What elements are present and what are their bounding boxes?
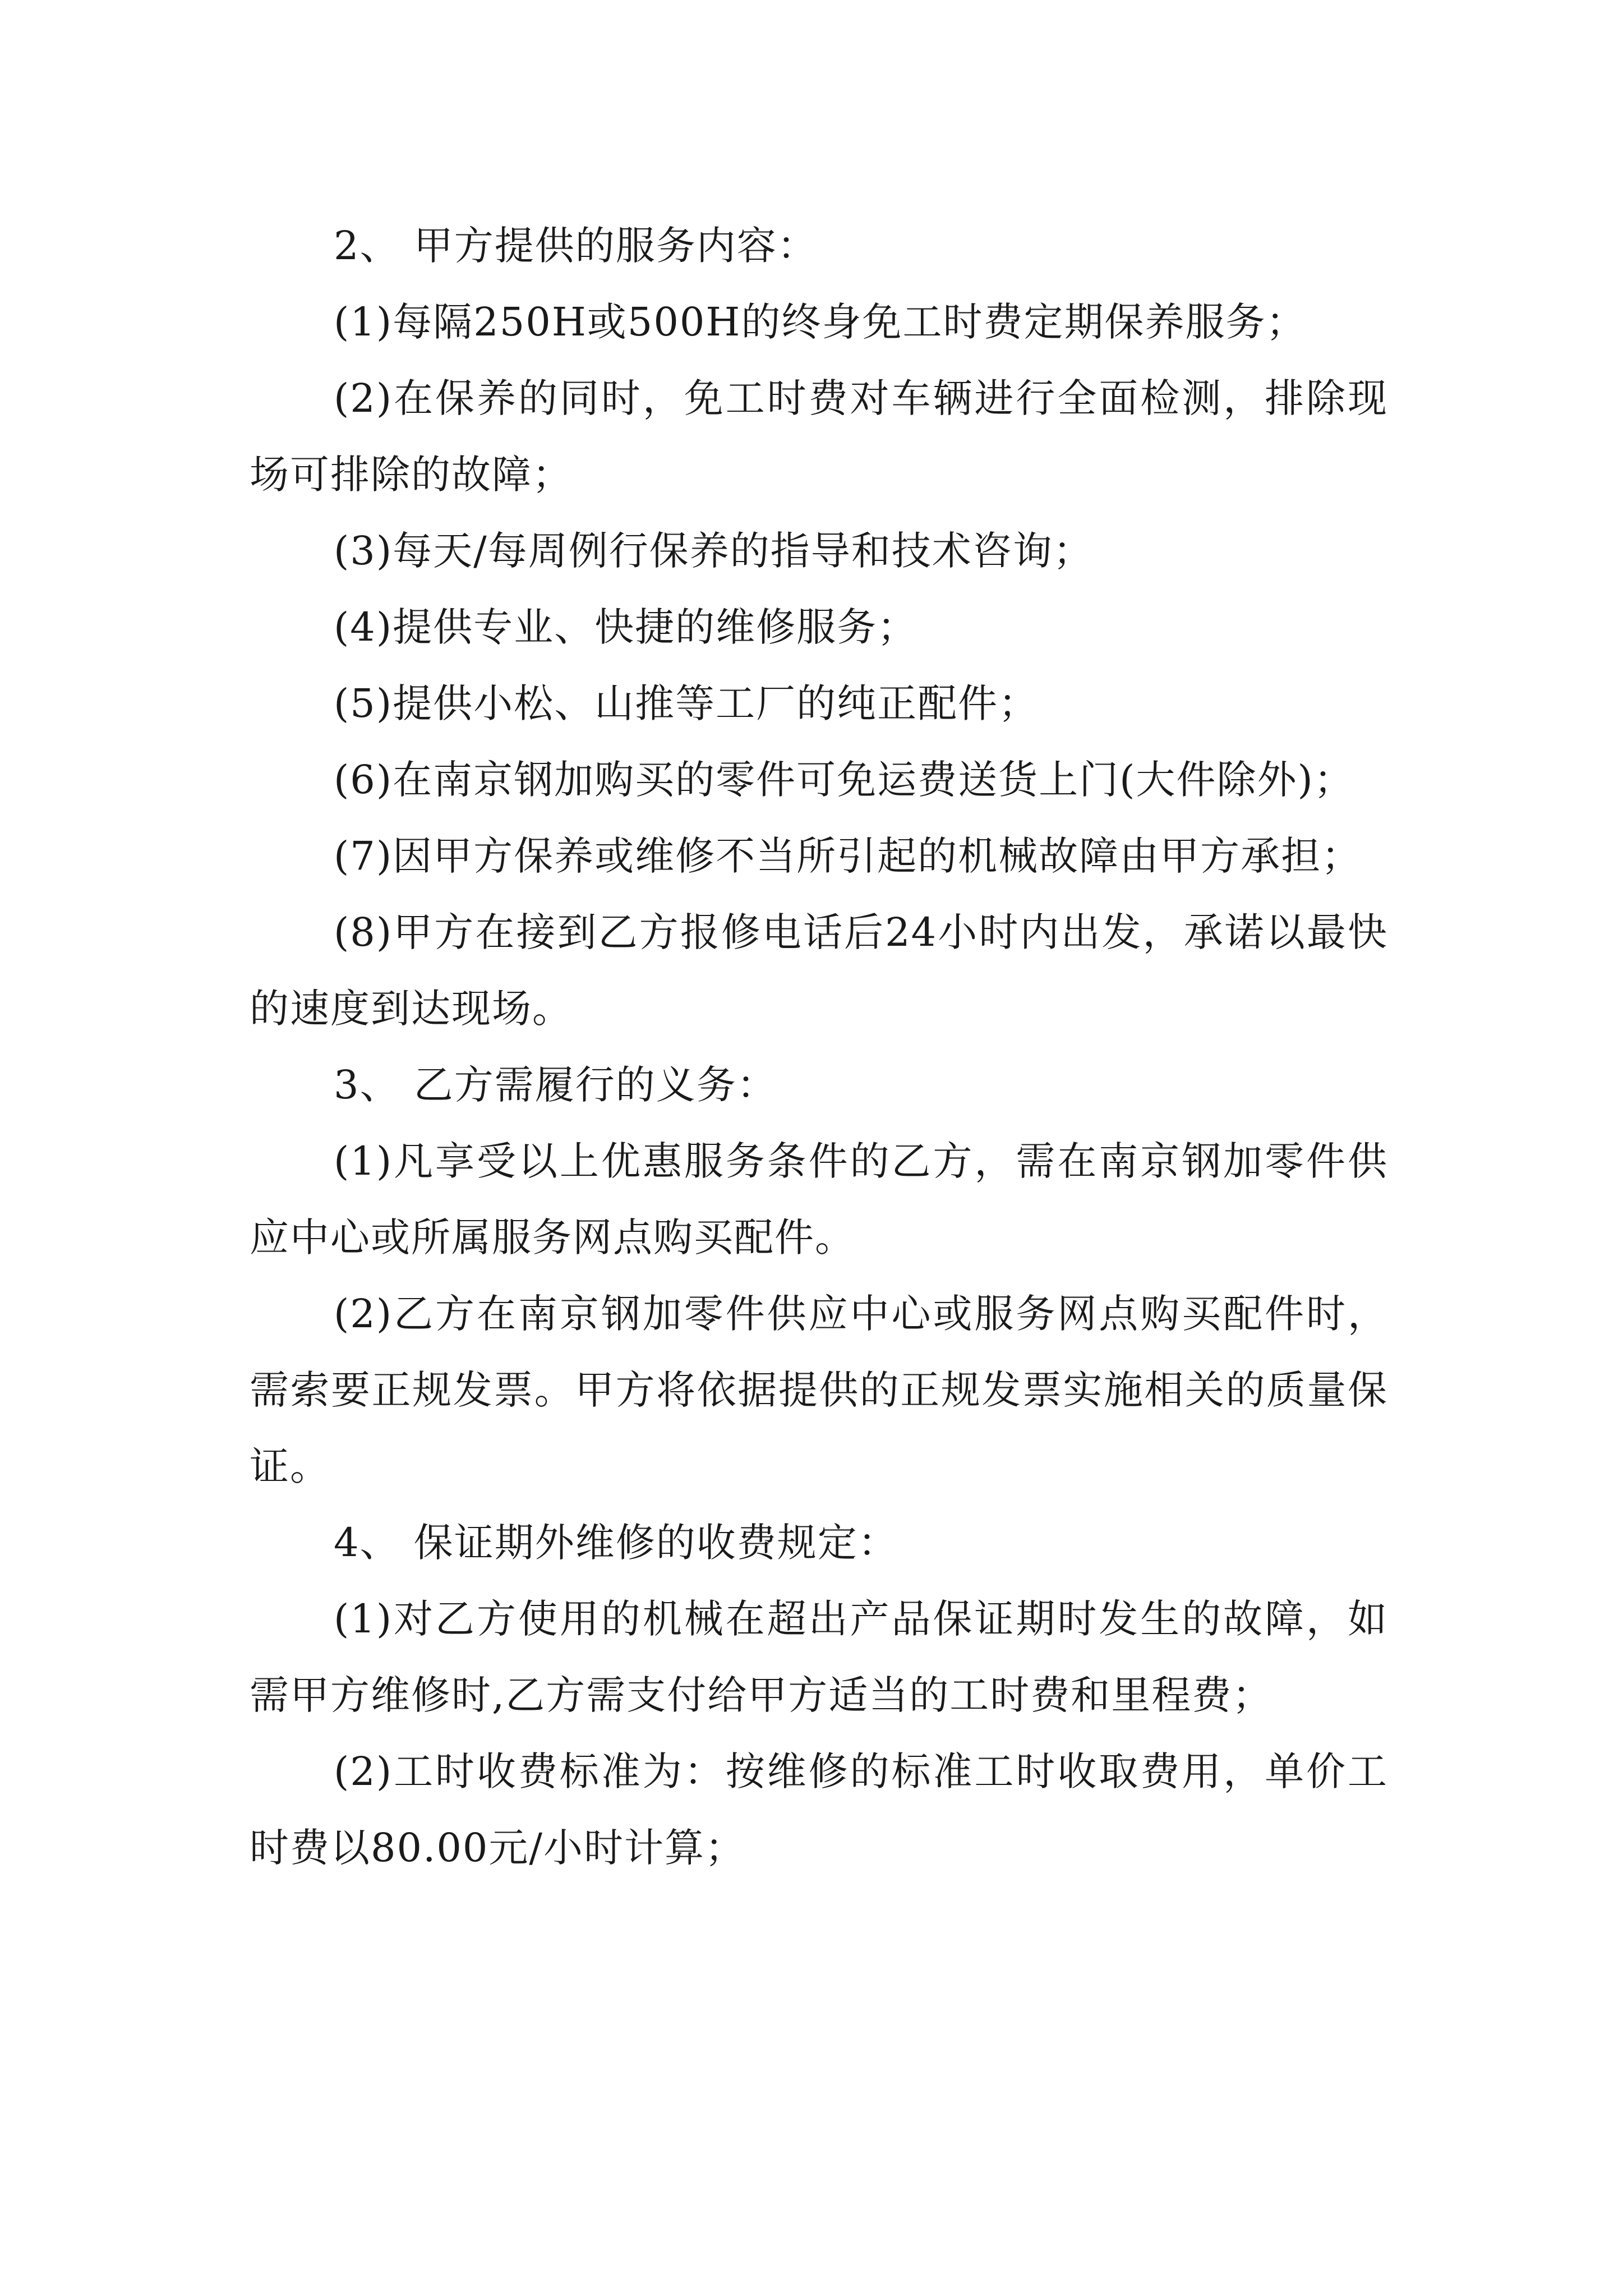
list-item: (2)工时收费标准为：按维修的标准工时收取费用，单价工时费以80.00元/小时计算；: [250, 1749, 1388, 1871]
document-body: [250, 208, 1388, 1886]
list-item: (3)每天/每周例行保养的指导和技术咨询；: [334, 528, 1094, 574]
list-item: (5)提供小松、山推等工厂的纯正配件；: [334, 680, 1039, 726]
list-item: (1)每隔250H或500H的终身免工时费定期保养服务；: [334, 299, 1307, 345]
section-heading-3: 3、 乙方需履行的义务：: [334, 1062, 777, 1108]
list-item: (6)在南京钢加购买的零件可免运费送货上门(大件除外)；: [334, 757, 1354, 803]
list-item: (7)因甲方保养或维修不当所引起的机械故障由甲方承担；: [334, 833, 1362, 879]
list-item: (1)对乙方使用的机械在超出产品保证期时发生的故障，如需甲方维修时,乙方需支付给甲方适当的工时费和里程费；: [250, 1596, 1388, 1718]
section-heading-4: 4、 保证期外维修的收费规定：: [334, 1520, 898, 1566]
list-item: (8)甲方在接到乙方报修电话后24小时内出发，承诺以最快的速度到达现场。: [250, 909, 1388, 1032]
list-item: (4)提供专业、快捷的维修服务；: [334, 604, 918, 650]
list-item: (1)凡享受以上优惠服务条件的乙方，需在南京钢加零件供应中心或所属服务网点购买配件。: [250, 1138, 1388, 1260]
list-item: (2)在保养的同时，免工时费对车辆进行全面检测，排除现场可排除的故障；: [250, 375, 1388, 498]
list-item: (2)乙方在南京钢加零件供应中心或服务网点购买配件时，需索要正规发票。甲方将依据提供的正规发票实施相关的质量保证。: [250, 1291, 1388, 1489]
section-heading-2: 2、 甲方提供的服务内容：: [334, 223, 818, 269]
